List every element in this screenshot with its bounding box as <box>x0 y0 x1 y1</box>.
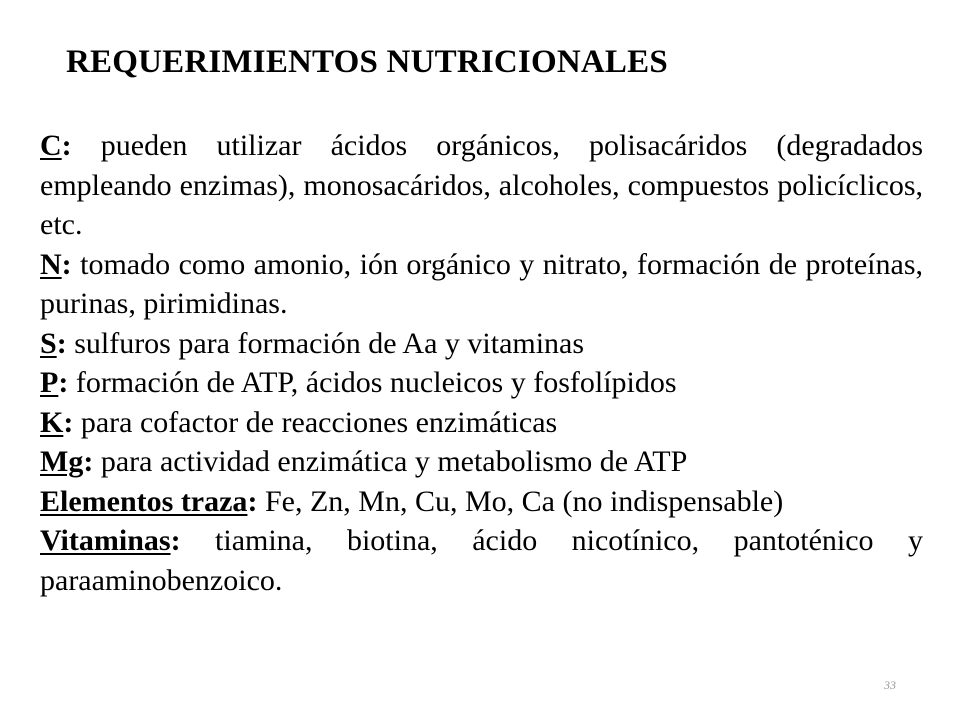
item-term-label: Vitaminas <box>40 524 171 557</box>
page-title: REQUERIMIENTOS NUTRICIONALES <box>66 44 668 80</box>
item-text: para cofactor de reacciones enzimáticas <box>73 405 558 439</box>
item-text: Fe, Zn, Mn, Cu, Mo, Ca (no indispensable) <box>257 484 784 518</box>
item-text: tomado como amonio, ión orgánico y nitrato, formación de proteínas, purinas, pirimidinas. <box>40 247 923 320</box>
item-term-label: Elementos traza <box>40 484 248 518</box>
item-text: para actividad enzimática y metabolismo de ATP <box>93 445 688 478</box>
item-text: formación de ATP, ácidos nucleicos y fosfolípidos <box>68 366 677 399</box>
item-phosphorus <box>40 363 923 403</box>
item-magnesium <box>40 442 923 482</box>
item-term: P: <box>40 366 69 399</box>
item-term: S: <box>40 326 67 360</box>
item-term-label: N <box>40 247 62 281</box>
item-term-label: K <box>40 405 64 439</box>
item-term: K: <box>40 405 74 439</box>
item-potassium <box>40 403 923 443</box>
item-term: Vitaminas: <box>40 524 181 557</box>
item-term: C: <box>40 129 72 162</box>
item-vitamins <box>40 521 923 600</box>
item-term-label: C <box>40 129 62 162</box>
item-trace-elements <box>40 482 923 522</box>
item-nitrogen <box>40 245 923 324</box>
item-term-label: Mg <box>40 445 84 478</box>
item-term-label: S <box>40 326 57 360</box>
item-carbon <box>40 126 923 245</box>
requirements-list <box>40 126 923 600</box>
item-text: sulfuros para formación de Aa y vitaminas <box>66 326 585 360</box>
item-term-label: P <box>40 366 59 399</box>
item-term: N: <box>40 247 72 281</box>
item-text: tiamina, biotina, ácido nicotínico, pantoténico y paraaminobenzoico. <box>40 524 923 597</box>
item-text: pueden utilizar ácidos orgánicos, polisacáridos (degradados empleando enzimas), monosacáridos, alcoholes, compuestos policíclicos, etc. <box>40 129 923 241</box>
item-term: Mg: <box>40 445 94 478</box>
page-number: 33 <box>884 678 896 692</box>
item-term: Elementos traza: <box>40 484 258 518</box>
item-sulfur <box>40 324 923 364</box>
